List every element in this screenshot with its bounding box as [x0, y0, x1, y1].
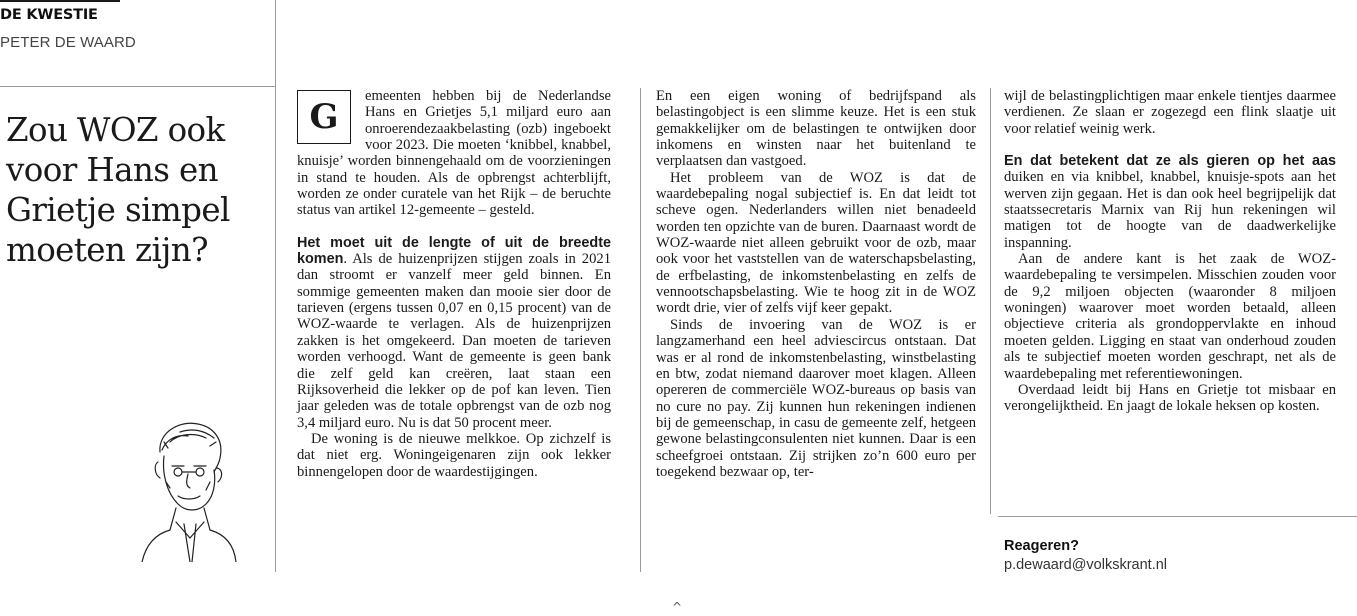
react-divider	[998, 516, 1357, 517]
article-paragraph	[297, 235, 611, 431]
column-divider	[640, 88, 641, 572]
paragraph-text: emeenten hebben bij de Nederlandse Hans en Grietjes 5,1 miljard euro aan onroerendezaakbelasting (ozb) ingeboekt voor 2023. Die moeten ‘knibbel, knabbel, knuisje’ worden binnengehaald om de voorzieningen in stand te houden. Als de opbrengst achterblijft, worden ze onder curatele van het Rijk – de beruchte status van artikel 12-gemeente – gesteld.	[297, 88, 611, 219]
article-paragraph: De woning is de nieuwe melkkoe. Op zichzelf is dat niet erg. Woningeigenaren zijn ook lekker binnengelopen door de waardestijgingen.	[297, 430, 611, 480]
column-divider	[990, 88, 991, 514]
masthead-divider	[0, 86, 275, 87]
section-label: DE KWESTIE	[0, 7, 98, 23]
article-paragraph: Het probleem van de WOZ is dat de waardebepaling nogal subjectief is. En dat leidt tot scheve ogen. Nederlanders willen niet benadeeld worden ten opzichte van de buren. Daarnaast wordt de WOZ-waarde niet alleen gebruikt voor de ozb, maar ook voor het vaststellen van de waterschapsbelasting, de erfbelasting, de inkomstenbelasting en zelfs de vennootschapsbelasting. Wie te hoog zit in de WOZ wordt drie, vier of zelfs vijf keer gepakt.	[656, 169, 976, 317]
article-paragraph	[297, 88, 611, 219]
react-title: Reageren?	[1004, 538, 1079, 554]
article-headline: Zou WOZ ook voor Hans en Grietje simpel moeten zijn?	[6, 111, 230, 269]
article-paragraph: Sinds de invoering van de WOZ is er langzamerhand een heel adviescircus ontstaan. Dat was er al rond de inkomstenbelasting, winstbelasting en btw, zodat niemand daarover moet klagen. Alleen opereren de commerciële WOZ-bureaus op basis van no cure no pay. Zij kunnen hun rekeningen indienen bij de gemeenschap, in casu de gemeente zelf, hetgeen gewone belastingconsulenten niet kunnen. Daar is een scheefgroei ontstaan. Zij strijken zo’n 600 euro per toegekend bezwaar op, ter-	[656, 316, 976, 480]
article-column-1	[297, 88, 611, 480]
article-column-3	[1004, 88, 1336, 415]
article-paragraph: Overdaad leidt bij Hans en Grietje tot misbaar en verongelijktheid. En jaagt de lokale heksen op kosten.	[1004, 381, 1336, 415]
article-column-2	[656, 88, 976, 480]
paragraph-lead: Het moet uit de lengte of uit de breedte komen	[297, 234, 611, 268]
paragraph-lead: En dat betekent dat ze als gieren op het aas	[1004, 153, 1336, 170]
masthead-column	[0, 0, 276, 572]
drop-cap: G	[297, 90, 351, 144]
react-email-link[interactable]: p.dewaard@volkskrant.nl	[1004, 557, 1168, 573]
author-portrait-icon	[140, 412, 238, 562]
paragraph-text: duiken en via knibbel, knabbel, knuisje-spots aan het werven zijn gegaan. Het is dan ook heel begrijpelijk dat staatssecretaris Marnix van Rij hun rekeningen wil matigen tot de hoogte van de daadwerkelijke inspanning.	[1004, 169, 1336, 251]
author-name: PETER DE WAARD	[0, 34, 136, 51]
article-paragraph: En een eigen woning of bedrijfspand als belastingobject is een slimme keuze. Het is een stuk gemakkelijker om de belastingen te ontwijken door inkomens en winsten naar het buitenland te verplaatsen dan vastgoed.	[656, 88, 976, 170]
article-paragraph: Aan de andere kant is het zaak de WOZ-waardebepaling te versimpelen. Misschien zouden voor de 9,2 miljoen objecten (waaronder 8 miljoen woningen) waarover moet worden betaald, alleen objectieve criteria als grondoppervlakte en inhoud moeten gelden. Ligging en staat van onderhoud zouden als te subjectief moeten worden geschrapt, net als de waardebepaling met referentiewoningen.	[1004, 251, 1336, 382]
footer-mark: ^	[672, 600, 683, 614]
section-rule	[0, 0, 120, 2]
article-paragraph	[1004, 153, 1336, 251]
paragraph-text: . Als de huizenprijzen stijgen zoals in 2021 dan stroomt er vanzelf meer geld binnen. En sommige gemeenten maken dan mooie sier door de tarieven (ergens tussen 0,07 en 0,15 procent) van de WOZ-waarde te verlagen. Als de huizenprijzen zakken is het omgekeerd. Dan moeten de tarieven worden verhoogd. Want de gemeente is geen bank die zelf geld kan creëren, laat staan een Rijksoverheid die lekker op de pof kan leven. Tien jaar geleden was de totale opbrengst van de ozb nog 3,4 miljard euro. Nu is dat 50 procent meer.	[297, 251, 611, 431]
article-paragraph: wijl de belastingplichtigen maar enkele tientjes daarmee verdienen. Ze slaan er zogezegd een flink slaatje uit voor relatief weinig werk.	[1004, 88, 1336, 137]
